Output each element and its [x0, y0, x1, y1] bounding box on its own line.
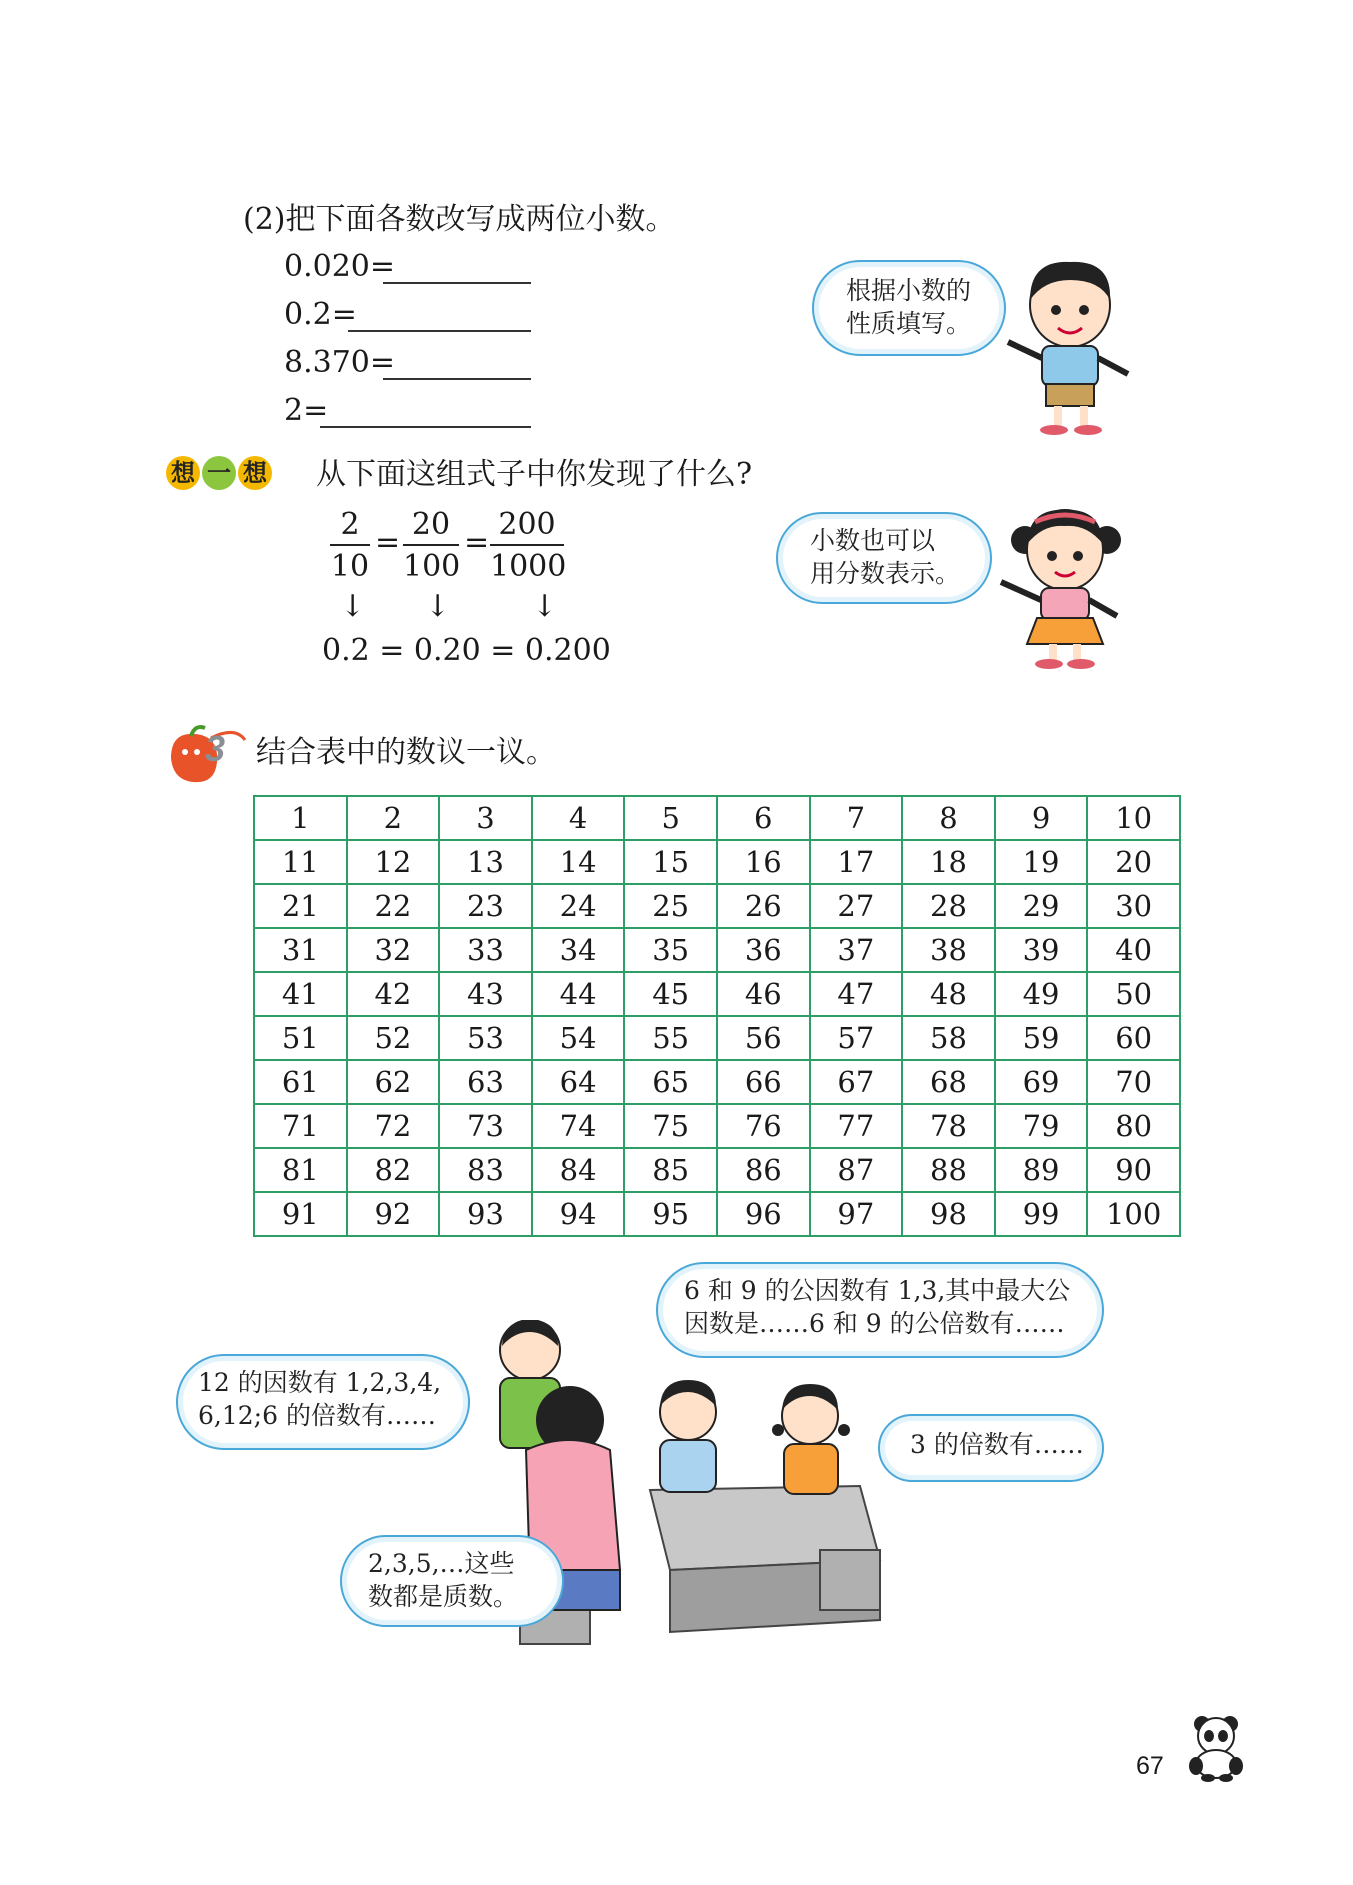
arrow-3: ↓ [532, 589, 558, 624]
arrow-1: ↓ [340, 589, 366, 624]
table-cell: 66 [717, 1060, 810, 1104]
table-cell: 82 [347, 1148, 440, 1192]
table-cell: 86 [717, 1148, 810, 1192]
fraction-2-numerator: 20 [411, 507, 451, 542]
table-cell: 74 [532, 1104, 625, 1148]
table-row [254, 972, 1180, 1016]
table-cell: 93 [439, 1192, 532, 1236]
table-cell: 11 [254, 840, 347, 884]
table-cell: 58 [902, 1016, 995, 1060]
answer-blank-2[interactable] [348, 330, 531, 332]
table-cell: 73 [439, 1104, 532, 1148]
think-badge-char-2: 一 [202, 456, 236, 490]
bubble-primes-line2: 数都是质数。 [368, 1582, 519, 1611]
bubble-girl-line1: 小数也可以 [810, 526, 936, 555]
table-cell: 72 [347, 1104, 440, 1148]
table-cell: 76 [717, 1104, 810, 1148]
decimal-equation: 0.2 = 0.20 = 0.200 [322, 633, 611, 668]
think-badge-char-3: 想 [238, 456, 272, 490]
table-row [254, 1060, 1180, 1104]
table-cell: 48 [902, 972, 995, 1016]
table-cell: 84 [532, 1148, 625, 1192]
equals-2: = [464, 525, 490, 560]
bubble-girl-line2: 用分数表示。 [810, 559, 961, 588]
answer-blank-3[interactable] [383, 378, 531, 380]
table-cell: 7 [810, 796, 903, 840]
answer-blank-1[interactable] [383, 282, 531, 284]
table-cell: 27 [810, 884, 903, 928]
table-row [254, 1104, 1180, 1148]
rewrite-item-2: 0.2= [284, 297, 357, 332]
table-cell: 38 [902, 928, 995, 972]
table-cell: 70 [1087, 1060, 1180, 1104]
table-cell: 96 [717, 1192, 810, 1236]
table-cell: 57 [810, 1016, 903, 1060]
think-question: 从下面这组式子中你发现了什么? [316, 457, 753, 492]
fraction-2-denominator: 100 [403, 549, 461, 584]
table-cell: 100 [1087, 1192, 1180, 1236]
table-cell: 95 [624, 1192, 717, 1236]
table-cell: 6 [717, 796, 810, 840]
table-cell: 97 [810, 1192, 903, 1236]
section-3-title: 结合表中的数议一议。 [256, 735, 556, 770]
table-cell: 33 [439, 928, 532, 972]
table-cell: 61 [254, 1060, 347, 1104]
table-cell: 90 [1087, 1148, 1180, 1192]
boy-illustration [1000, 250, 1140, 435]
table-cell: 69 [995, 1060, 1088, 1104]
table-cell: 16 [717, 840, 810, 884]
table-cell: 34 [532, 928, 625, 972]
table-cell: 10 [1087, 796, 1180, 840]
table-cell: 39 [995, 928, 1088, 972]
fraction-1-denominator: 10 [330, 549, 370, 584]
table-cell: 26 [717, 884, 810, 928]
table-cell: 47 [810, 972, 903, 1016]
table-cell: 98 [902, 1192, 995, 1236]
bubble-primes-line1: 2,3,5,…这些 [368, 1549, 515, 1578]
bubble-factors-line2: 6,12;6 的倍数有…… [198, 1401, 436, 1430]
table-cell: 92 [347, 1192, 440, 1236]
table-cell: 13 [439, 840, 532, 884]
table-cell: 77 [810, 1104, 903, 1148]
table-cell: 44 [532, 972, 625, 1016]
table-cell: 21 [254, 884, 347, 928]
table-cell: 24 [532, 884, 625, 928]
table-cell: 29 [995, 884, 1088, 928]
table-cell: 2 [347, 796, 440, 840]
table-cell: 8 [902, 796, 995, 840]
bubble-boy-line1: 根据小数的 [846, 276, 972, 305]
table-cell: 52 [347, 1016, 440, 1060]
table-cell: 46 [717, 972, 810, 1016]
table-cell: 67 [810, 1060, 903, 1104]
table-cell: 75 [624, 1104, 717, 1148]
table-cell: 63 [439, 1060, 532, 1104]
bubble-boy-line2: 性质填写。 [846, 309, 972, 338]
think-badge-char-1: 想 [166, 456, 200, 490]
table-cell: 32 [347, 928, 440, 972]
table-cell: 88 [902, 1148, 995, 1192]
table-cell: 42 [347, 972, 440, 1016]
table-cell: 71 [254, 1104, 347, 1148]
bubble-factors-line1: 12 的因数有 1,2,3,4, [198, 1368, 442, 1397]
answer-blank-4[interactable] [320, 426, 531, 428]
table-cell: 81 [254, 1148, 347, 1192]
fraction-1-numerator: 2 [340, 507, 360, 542]
table-cell: 40 [1087, 928, 1180, 972]
table-cell: 64 [532, 1060, 625, 1104]
table-cell: 91 [254, 1192, 347, 1236]
table-cell: 68 [902, 1060, 995, 1104]
fraction-1 [330, 507, 370, 584]
table-cell: 3 [439, 796, 532, 840]
table-cell: 4 [532, 796, 625, 840]
table-cell: 35 [624, 928, 717, 972]
table-cell: 30 [1087, 884, 1180, 928]
table-cell: 83 [439, 1148, 532, 1192]
table-cell: 17 [810, 840, 903, 884]
table-cell: 60 [1087, 1016, 1180, 1060]
table-cell: 20 [1087, 840, 1180, 884]
table-cell: 78 [902, 1104, 995, 1148]
table-row [254, 840, 1180, 884]
table-cell: 99 [995, 1192, 1088, 1236]
page-number: 67 [1136, 1752, 1164, 1780]
table-cell: 9 [995, 796, 1088, 840]
table-cell: 23 [439, 884, 532, 928]
bubble-common-line2: 因数是……6 和 9 的公倍数有…… [684, 1309, 1065, 1338]
table-cell: 65 [624, 1060, 717, 1104]
table-cell: 19 [995, 840, 1088, 884]
table-cell: 80 [1087, 1104, 1180, 1148]
fraction-3 [490, 507, 567, 584]
table-row [254, 1016, 1180, 1060]
fraction-2 [403, 507, 461, 584]
think-badge [166, 456, 274, 492]
table-cell: 94 [532, 1192, 625, 1236]
table-cell: 79 [995, 1104, 1088, 1148]
table-cell: 53 [439, 1016, 532, 1060]
table-cell: 31 [254, 928, 347, 972]
table-cell: 28 [902, 884, 995, 928]
fraction-3-denominator: 1000 [490, 549, 567, 584]
rewrite-item-3: 8.370= [284, 345, 396, 380]
bubble-multiples-line1: 3 的倍数有…… [910, 1430, 1084, 1459]
table-cell: 14 [532, 840, 625, 884]
table-cell: 5 [624, 796, 717, 840]
arrow-2: ↓ [425, 589, 451, 624]
table-cell: 50 [1087, 972, 1180, 1016]
table-row [254, 928, 1180, 972]
table-cell: 62 [347, 1060, 440, 1104]
rewrite-item-1: 0.020= [284, 249, 396, 284]
table-row [254, 1192, 1180, 1236]
table-cell: 51 [254, 1016, 347, 1060]
table-row [254, 884, 1180, 928]
table-row [254, 1148, 1180, 1192]
fraction-3-numerator: 200 [498, 507, 556, 542]
table-cell: 55 [624, 1016, 717, 1060]
table-cell: 89 [995, 1148, 1088, 1192]
girl-illustration [995, 500, 1135, 670]
table-cell: 15 [624, 840, 717, 884]
table-cell: 56 [717, 1016, 810, 1060]
table-cell: 41 [254, 972, 347, 1016]
table-cell: 59 [995, 1016, 1088, 1060]
bubble-common-line1: 6 和 9 的公因数有 1,3,其中最大公 [684, 1276, 1071, 1305]
table-cell: 36 [717, 928, 810, 972]
table-cell: 43 [439, 972, 532, 1016]
equals-1: = [375, 525, 401, 560]
table-cell: 22 [347, 884, 440, 928]
table-cell: 85 [624, 1148, 717, 1192]
table-cell: 49 [995, 972, 1088, 1016]
table-cell: 45 [624, 972, 717, 1016]
table-cell: 87 [810, 1148, 903, 1192]
table-cell: 37 [810, 928, 903, 972]
table-cell: 18 [902, 840, 995, 884]
part2-heading: (2)把下面各数改写成两位小数。 [243, 202, 676, 237]
table-row [254, 796, 1180, 840]
table-cell: 25 [624, 884, 717, 928]
table-cell: 54 [532, 1016, 625, 1060]
panda-icon [1180, 1710, 1252, 1782]
table-cell: 12 [347, 840, 440, 884]
section-3-number: 3 [205, 728, 226, 769]
rewrite-item-4: 2= [284, 393, 329, 428]
table-cell: 1 [254, 796, 347, 840]
number-table-1-100 [253, 795, 1181, 1237]
